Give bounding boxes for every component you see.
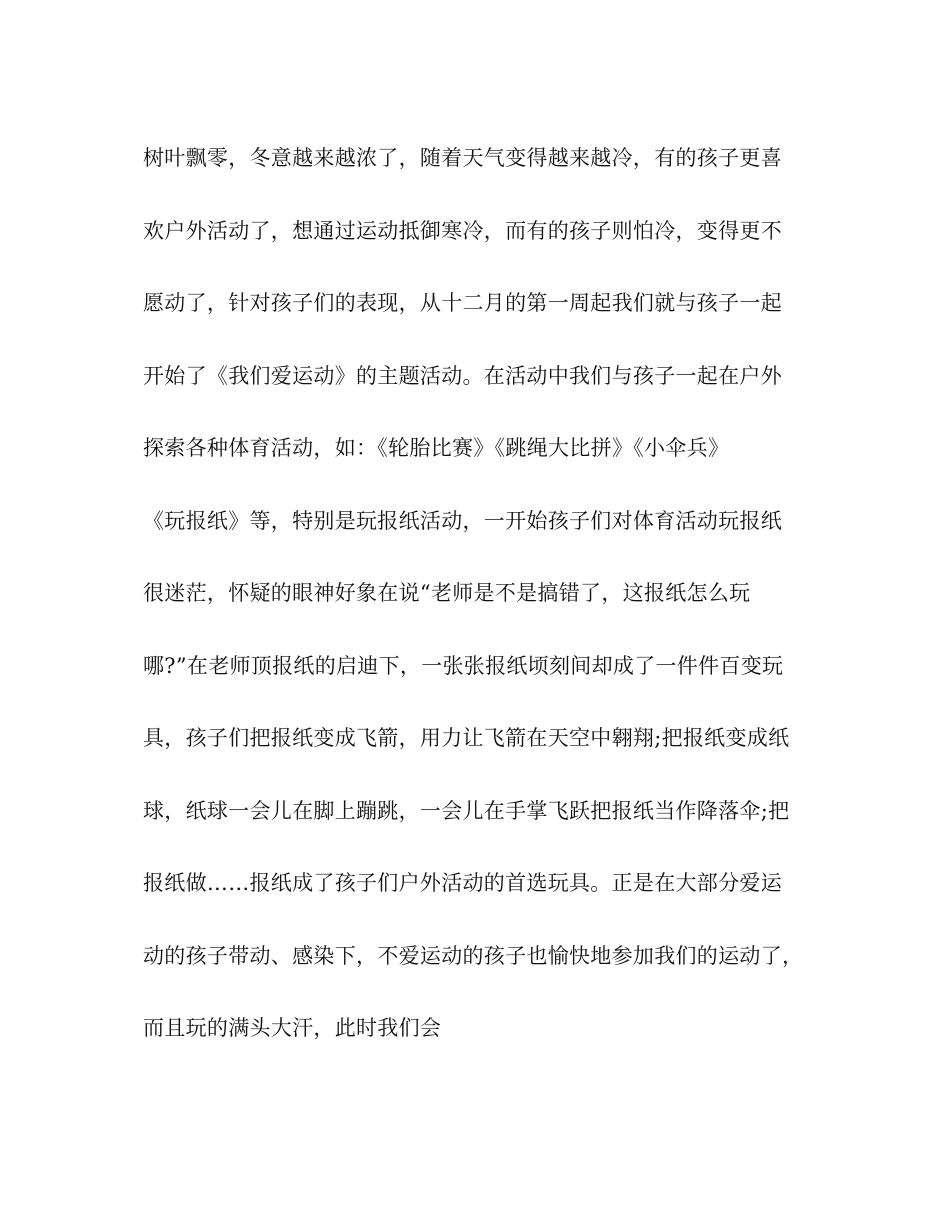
paragraph-line-5: 探索各种体育活动，如：《轮胎比赛》《跳绳大比拼》《小伞兵》 <box>143 436 730 460</box>
paragraph-line-1: 树叶飘零，冬意越来越浓了，随着天气变得越来越冷，有的孩子更喜 <box>143 146 782 170</box>
paragraph-line-11: 报纸做……报纸成了孩子们户外活动的首选玩具。正是在大部分爱运 <box>143 871 782 895</box>
paragraph-line-9: 具，孩子们把报纸变成飞箭，用力让飞箭在天空中翱翔;把报纸变成纸 <box>143 726 790 750</box>
paragraph-line-7: 很迷茫，怀疑的眼神好象在说“老师是不是搞错了，这报纸怎么玩 <box>143 581 751 605</box>
paragraph-line-13: 而且玩的满头大汗，此时我们会 <box>143 1016 442 1040</box>
body-paragraph <box>143 138 823 1081</box>
paragraph-line-10: 球，纸球一会儿在脚上蹦跳，一会儿在手掌飞跃把报纸当作降落伞;把 <box>143 798 790 823</box>
paragraph-line-12: 动的孩子带动、感染下，不爱运动的孩子也愉快地参加我们的运动了， <box>143 943 804 968</box>
paragraph-line-2: 欢户外活动了，想通过运动抵御寒冷，而有的孩子则怕冷，变得更不 <box>143 218 782 243</box>
paragraph-line-8: 哪?”在老师顶报纸的启迪下，一张张报纸顷刻间却成了一件件百变玩 <box>143 653 784 678</box>
paragraph-line-3: 愿动了，针对孩子们的表现，从十二月的第一周起我们就与孩子一起 <box>143 291 782 315</box>
paragraph-line-4: 开始了《我们爱运动》的主题活动。在活动中我们与孩子一起在户外 <box>143 363 782 388</box>
paragraph-line-6: 《玩报纸》等，特别是玩报纸活动，一开始孩子们对体育活动玩报纸 <box>143 508 782 533</box>
